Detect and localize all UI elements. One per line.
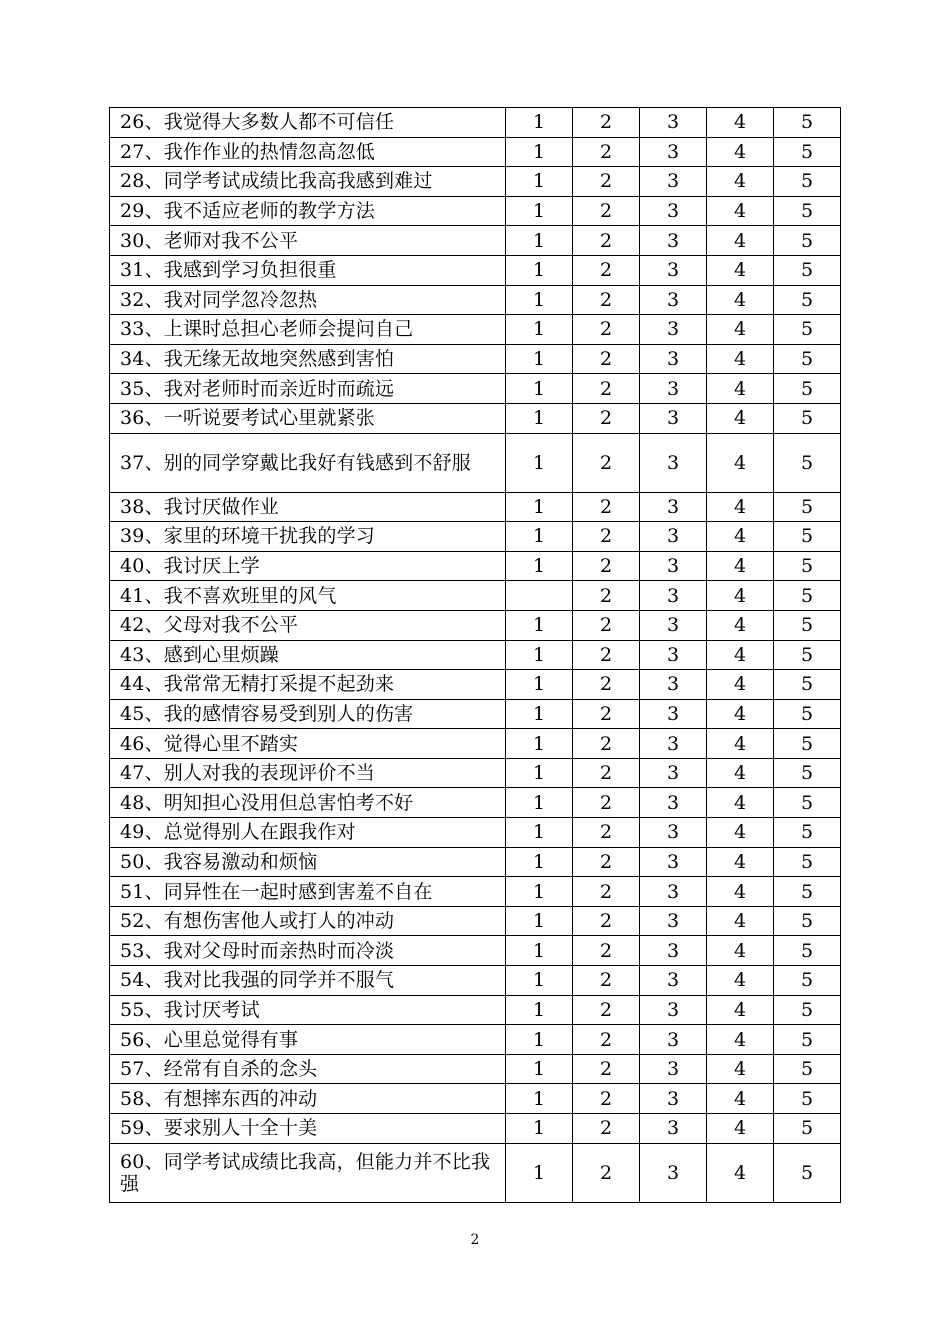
score-option-2: 2 [573,1054,640,1084]
score-option-3: 3 [640,196,707,226]
score-option-1: 1 [506,492,573,522]
question-text: 30、老师对我不公平 [110,226,506,256]
score-option-5: 5 [774,403,841,433]
question-text: 53、我对父母时而亲热时而冷淡 [110,936,506,966]
score-option-1: 1 [506,551,573,581]
score-option-5: 5 [774,1054,841,1084]
table-row [110,788,841,818]
score-option-2: 2 [573,936,640,966]
score-option-1: 1 [506,433,573,492]
score-option-2: 2 [573,1084,640,1114]
score-option-4: 4 [707,196,774,226]
score-option-3: 3 [640,936,707,966]
table-row [110,995,841,1025]
table-row [110,108,841,138]
table-row [110,137,841,167]
score-option-3: 3 [640,137,707,167]
score-option-5: 5 [774,877,841,907]
table-row [110,403,841,433]
score-option-3: 3 [640,847,707,877]
score-option-3: 3 [640,670,707,700]
question-text: 54、我对比我强的同学并不服气 [110,966,506,996]
score-option-1: 1 [506,847,573,877]
table-row [110,1025,841,1055]
score-option-3: 3 [640,1114,707,1144]
score-option-2: 2 [573,196,640,226]
score-option-5: 5 [774,285,841,315]
score-option-3: 3 [640,315,707,345]
score-option-2: 2 [573,877,640,907]
question-text: 37、别的同学穿戴比我好有钱感到不舒服 [110,433,506,492]
score-option-5: 5 [774,1025,841,1055]
table-row [110,374,841,404]
score-option-4: 4 [707,108,774,138]
score-option-2: 2 [573,1114,640,1144]
score-option-1: 1 [506,167,573,197]
score-option-4: 4 [707,818,774,848]
score-option-3: 3 [640,1084,707,1114]
score-option-1: 1 [506,1143,573,1202]
question-text: 36、一听说要考试心里就紧张 [110,403,506,433]
table-row [110,522,841,552]
score-option-5: 5 [774,344,841,374]
score-option-4: 4 [707,877,774,907]
score-option-4: 4 [707,670,774,700]
question-text: 55、我讨厌考试 [110,995,506,1025]
score-option-5: 5 [774,640,841,670]
table-row [110,167,841,197]
score-option-2: 2 [573,285,640,315]
score-option-5: 5 [774,374,841,404]
question-text: 41、我不喜欢班里的风气 [110,581,506,611]
question-text: 46、觉得心里不踏实 [110,729,506,759]
score-option-3: 3 [640,758,707,788]
score-option-4: 4 [707,1054,774,1084]
score-option-3: 3 [640,640,707,670]
score-option-4: 4 [707,551,774,581]
question-text: 52、有想伤害他人或打人的冲动 [110,906,506,936]
question-text: 51、同异性在一起时感到害羞不自在 [110,877,506,907]
score-option-3: 3 [640,788,707,818]
question-text: 27、我作作业的热情忽高忽低 [110,137,506,167]
score-option-4: 4 [707,226,774,256]
score-option-5: 5 [774,758,841,788]
table-row [110,492,841,522]
score-option-4: 4 [707,315,774,345]
score-option-4: 4 [707,167,774,197]
score-option-2: 2 [573,729,640,759]
score-option-2: 2 [573,670,640,700]
score-option-5: 5 [774,670,841,700]
score-option-1: 1 [506,1025,573,1055]
score-option-1: 1 [506,1054,573,1084]
table-row [110,433,841,492]
table-row [110,877,841,907]
score-option-5: 5 [774,966,841,996]
score-option-3: 3 [640,995,707,1025]
question-text: 56、心里总觉得有事 [110,1025,506,1055]
score-option-3: 3 [640,906,707,936]
score-option-5: 5 [774,610,841,640]
question-text: 39、家里的环境干扰我的学习 [110,522,506,552]
score-option-4: 4 [707,1114,774,1144]
table-row [110,640,841,670]
table-row [110,551,841,581]
score-option-1: 1 [506,906,573,936]
score-option-3: 3 [640,167,707,197]
score-option-3: 3 [640,818,707,848]
score-option-3: 3 [640,433,707,492]
table-row [110,699,841,729]
score-option-2: 2 [573,522,640,552]
score-option-5: 5 [774,699,841,729]
question-text: 49、总觉得别人在跟我作对 [110,818,506,848]
score-option-1: 1 [506,108,573,138]
score-option-2: 2 [573,344,640,374]
score-option-2: 2 [573,433,640,492]
score-option-2: 2 [573,610,640,640]
score-option-3: 3 [640,1025,707,1055]
question-text: 35、我对老师时而亲近时而疏远 [110,374,506,404]
score-option-3: 3 [640,610,707,640]
score-option-1: 1 [506,877,573,907]
score-option-2: 2 [573,906,640,936]
score-option-1 [506,581,573,611]
score-option-3: 3 [640,551,707,581]
score-option-5: 5 [774,995,841,1025]
question-text: 45、我的感情容易受到别人的伤害 [110,699,506,729]
score-option-4: 4 [707,610,774,640]
score-option-1: 1 [506,344,573,374]
score-option-5: 5 [774,137,841,167]
score-option-2: 2 [573,226,640,256]
score-option-4: 4 [707,492,774,522]
score-option-2: 2 [573,581,640,611]
score-option-1: 1 [506,936,573,966]
score-option-4: 4 [707,1025,774,1055]
score-option-5: 5 [774,433,841,492]
score-option-1: 1 [506,1114,573,1144]
score-option-3: 3 [640,285,707,315]
score-option-1: 1 [506,995,573,1025]
score-option-2: 2 [573,374,640,404]
score-option-5: 5 [774,1084,841,1114]
question-text: 32、我对同学忽冷忽热 [110,285,506,315]
question-text: 28、同学考试成绩比我高我感到难过 [110,167,506,197]
score-option-4: 4 [707,581,774,611]
question-text: 57、经常有自杀的念头 [110,1054,506,1084]
score-option-2: 2 [573,788,640,818]
question-text: 60、同学考试成绩比我高，但能力并不比我强 [110,1143,506,1202]
score-option-1: 1 [506,255,573,285]
score-option-1: 1 [506,670,573,700]
score-option-3: 3 [640,492,707,522]
score-option-3: 3 [640,729,707,759]
score-option-4: 4 [707,374,774,404]
score-option-4: 4 [707,255,774,285]
score-option-1: 1 [506,374,573,404]
question-text: 34、我无缘无故地突然感到害怕 [110,344,506,374]
score-option-2: 2 [573,640,640,670]
score-option-2: 2 [573,966,640,996]
question-text: 58、有想摔东西的冲动 [110,1084,506,1114]
score-option-2: 2 [573,492,640,522]
table-row [110,966,841,996]
score-option-5: 5 [774,108,841,138]
score-option-4: 4 [707,1143,774,1202]
table-row [110,847,841,877]
score-option-1: 1 [506,818,573,848]
score-option-2: 2 [573,108,640,138]
score-option-5: 5 [774,847,841,877]
score-option-2: 2 [573,818,640,848]
table-row [110,285,841,315]
score-option-2: 2 [573,403,640,433]
question-text: 40、我讨厌上学 [110,551,506,581]
question-text: 50、我容易激动和烦恼 [110,847,506,877]
question-text: 43、感到心里烦躁 [110,640,506,670]
score-option-5: 5 [774,1114,841,1144]
score-option-4: 4 [707,758,774,788]
survey-table [109,107,841,1203]
score-option-3: 3 [640,108,707,138]
score-option-5: 5 [774,255,841,285]
score-option-3: 3 [640,522,707,552]
score-option-4: 4 [707,966,774,996]
table-row [110,226,841,256]
table-row [110,670,841,700]
score-option-2: 2 [573,1025,640,1055]
question-text: 33、上课时总担心老师会提问自己 [110,315,506,345]
score-option-5: 5 [774,551,841,581]
score-option-4: 4 [707,522,774,552]
score-option-1: 1 [506,966,573,996]
score-option-4: 4 [707,344,774,374]
table-row [110,758,841,788]
score-option-3: 3 [640,1054,707,1084]
score-option-4: 4 [707,433,774,492]
score-option-1: 1 [506,699,573,729]
score-option-1: 1 [506,137,573,167]
score-option-1: 1 [506,758,573,788]
score-option-4: 4 [707,995,774,1025]
table-row [110,818,841,848]
score-option-5: 5 [774,226,841,256]
question-text: 59、要求别人十全十美 [110,1114,506,1144]
score-option-3: 3 [640,877,707,907]
question-text: 31、我感到学习负担很重 [110,255,506,285]
question-text: 29、我不适应老师的教学方法 [110,196,506,226]
score-option-1: 1 [506,196,573,226]
score-option-4: 4 [707,936,774,966]
table-row [110,344,841,374]
score-option-5: 5 [774,581,841,611]
score-option-2: 2 [573,167,640,197]
table-row [110,1084,841,1114]
score-option-4: 4 [707,285,774,315]
score-option-4: 4 [707,1084,774,1114]
score-option-5: 5 [774,906,841,936]
score-option-4: 4 [707,788,774,818]
score-option-2: 2 [573,847,640,877]
score-option-2: 2 [573,1143,640,1202]
table-row [110,196,841,226]
score-option-5: 5 [774,522,841,552]
score-option-5: 5 [774,729,841,759]
score-option-1: 1 [506,522,573,552]
score-option-1: 1 [506,403,573,433]
score-option-1: 1 [506,285,573,315]
table-row [110,906,841,936]
score-option-3: 3 [640,374,707,404]
score-option-4: 4 [707,699,774,729]
score-option-4: 4 [707,847,774,877]
score-option-1: 1 [506,226,573,256]
score-option-2: 2 [573,255,640,285]
score-option-4: 4 [707,403,774,433]
question-text: 44、我常常无精打采提不起劲来 [110,670,506,700]
survey-table-body [110,108,841,1203]
score-option-3: 3 [640,344,707,374]
table-row [110,1114,841,1144]
score-option-3: 3 [640,581,707,611]
score-option-5: 5 [774,936,841,966]
score-option-4: 4 [707,640,774,670]
score-option-5: 5 [774,818,841,848]
question-text: 42、父母对我不公平 [110,610,506,640]
score-option-1: 1 [506,315,573,345]
score-option-2: 2 [573,315,640,345]
score-option-1: 1 [506,640,573,670]
score-option-5: 5 [774,167,841,197]
question-text: 47、别人对我的表现评价不当 [110,758,506,788]
score-option-4: 4 [707,137,774,167]
score-option-1: 1 [506,1084,573,1114]
score-option-5: 5 [774,196,841,226]
score-option-1: 1 [506,610,573,640]
table-row [110,610,841,640]
score-option-3: 3 [640,403,707,433]
table-row [110,581,841,611]
score-option-2: 2 [573,699,640,729]
question-text: 48、明知担心没用但总害怕考不好 [110,788,506,818]
score-option-3: 3 [640,699,707,729]
table-row [110,936,841,966]
table-row [110,255,841,285]
question-text: 26、我觉得大多数人都不可信任 [110,108,506,138]
score-option-5: 5 [774,788,841,818]
table-row [110,315,841,345]
score-option-5: 5 [774,315,841,345]
question-text: 38、我讨厌做作业 [110,492,506,522]
table-row [110,1143,841,1202]
score-option-2: 2 [573,758,640,788]
score-option-2: 2 [573,551,640,581]
score-option-1: 1 [506,788,573,818]
score-option-1: 1 [506,729,573,759]
score-option-4: 4 [707,729,774,759]
score-option-3: 3 [640,255,707,285]
score-option-5: 5 [774,492,841,522]
page-number: 2 [470,1232,480,1248]
score-option-2: 2 [573,995,640,1025]
score-option-4: 4 [707,906,774,936]
score-option-3: 3 [640,1143,707,1202]
table-row [110,729,841,759]
score-option-3: 3 [640,226,707,256]
table-row [110,1054,841,1084]
score-option-5: 5 [774,1143,841,1202]
score-option-2: 2 [573,137,640,167]
score-option-3: 3 [640,966,707,996]
